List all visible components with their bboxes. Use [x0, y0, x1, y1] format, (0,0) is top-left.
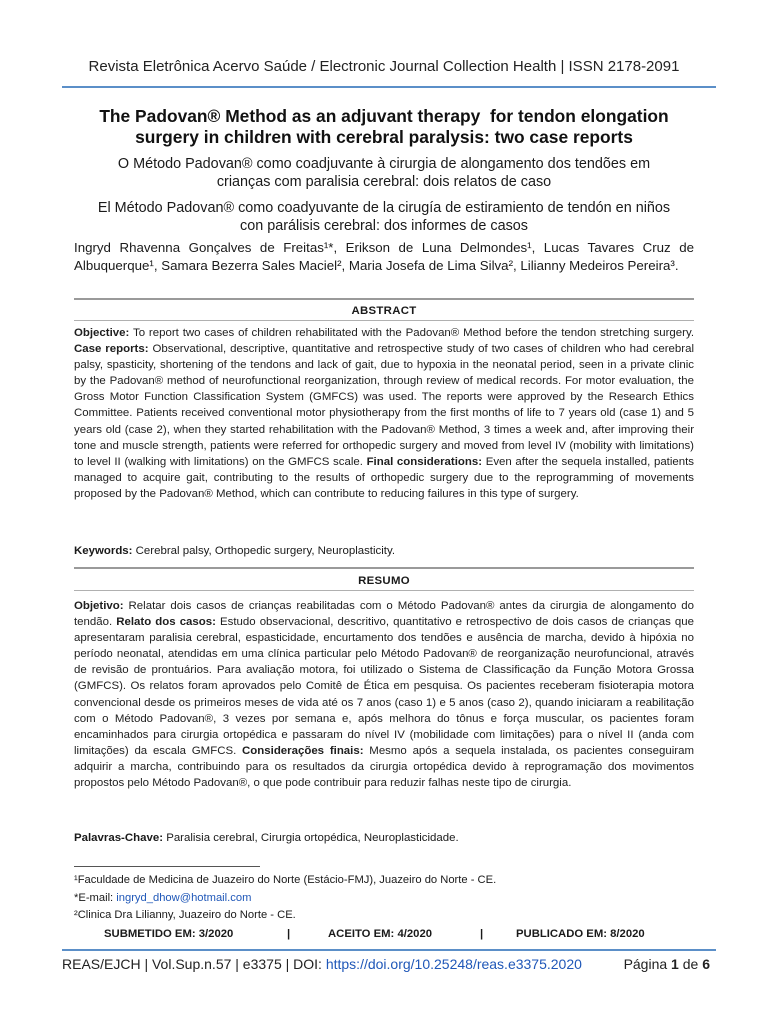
abstract-final-label: Final considerations: — [366, 455, 483, 468]
author-list: Ingryd Rhavenna Gonçalves de Freitas¹*, Erikson de Luna Delmondes¹, Lucas Tavares Cruz de Albuquerque¹, Samara Bezerra Sales Maciel², Maria Josefa de Lima Silva², Lilianny Medeiros Pereira³. — [74, 240, 694, 274]
keywords-text: Cerebral palsy, Orthopedic surgery, Neuroplasticity. — [132, 545, 396, 557]
footnote-rule — [74, 866, 260, 867]
palavras-chave-text: Paralisia cerebral, Cirurgia ortopédica, Neuroplasticidade. — [163, 832, 459, 844]
palavras-chave-label: Palavras-Chave: — [74, 832, 164, 844]
resumo-heading-rule — [74, 590, 694, 591]
resumo-objective-label: Objetivo: — [74, 600, 124, 612]
page-mid: de — [678, 956, 703, 972]
resumo-heading: RESUMO — [358, 575, 410, 587]
abstract-heading: ABSTRACT — [351, 305, 417, 317]
resumo-case-text: Estudo observacional, descritivo, quantitativo e retrospectivo de dois casos de crianças que apresentaram paralisia cerebral, espasticidade, encurtamento dos tendões e ausência de marcha, devido à hipóxia no período neonatal, atendidas em uma clínica particular pelo Método Padovan® de reorganização neurofuncional, através de revisão de prontuários. Para avaliação motora, foi utilizado o Sistema de Classificação da Função Motora Grossa (GMFCS). Os relatos foram aprovados pelo Comitê de Ética em pesquisa. Os pacientes receberam fisioterapia motora convencional desde os primeiros meses de vida até os 7 anos (caso 1) e 5 anos (caso 2), quando iniciaram a reabilitação com o Método Padovan®, 3 vezes por semana e, após melhora do tônus e força muscular, os pacientes foram encaminhados para cirurgia ortopédica e passaram do nível IV (mobilidade com limitações) para o nível II (anda com limitações) da escala GMFCS. — [74, 616, 695, 757]
abstract-final-text: Even after the sequela installed, patients managed to acquire gait, contributing to the results of orthopedic surgery due to the reprogramming of movements proposed by the Padovan® Method, which can contribute to reducing failures in this type of surgery. — [74, 455, 695, 500]
abstract-body — [74, 325, 694, 502]
page-current: 1 — [671, 956, 679, 972]
email-label: *E-mail: — [74, 891, 117, 904]
date-separator: | — [287, 928, 291, 940]
page-prefix: Página — [623, 956, 672, 972]
abstract-case-text: Observational, descriptive, quantitative and retrospective study of two cases of children who had cerebral palsy, spasticity, shortening of the tendons and lack of gait, due to hypoxia in the neonatal period, seen in a private clinic by the Padovan® method of neurofunctional reorganization, through review of medical records. For motor evaluation, the Gross Motor Function Classification System (GMFCS) was used. The reports were approved by the Research Ethics Committee. Patients received conventional motor physiotherapy from the first months of life to 7 years old (case 1) and 5 years old (case 2), when they started rehabilitation with the Padovan® Method, 3 times a week and, after improving their tone and muscle strength, patients were referred for orthopedic surgery and moved from level IV (mobility with limitations) to level II (walking with limitations) on the GMFCS scale. — [74, 343, 694, 468]
title-english-line-1: The Padovan® Method as an adjuvant therapy for tendon elongation — [99, 106, 669, 126]
footnote-email — [74, 890, 694, 908]
title-portuguese-line-2: crianças com paralisia cerebral: dois relatos de caso — [216, 174, 552, 190]
resumo-body — [74, 598, 694, 791]
published-date: PUBLICADO EM: 8/2020 — [516, 928, 645, 940]
title-portuguese-line-1: O Método Padovan® como coadjuvante à cirurgia de alongamento dos tendões em — [117, 156, 651, 172]
email-link[interactable]: ingryd_dhow@hotmail.com — [116, 891, 252, 904]
page-total: 6 — [702, 956, 710, 972]
footer-citation — [62, 956, 582, 972]
abstract-objective-text: To report two cases of children rehabilitated with the Padovan® Method before the tendon stretching surgery. — [129, 327, 694, 339]
header-rule — [62, 86, 716, 88]
title-spanish — [70, 199, 698, 235]
abstract-heading-rule — [74, 320, 694, 321]
abstract-objective-label: Objective: — [74, 327, 130, 339]
date-separator: | — [480, 928, 484, 940]
title-spanish-line-1: El Método Padovan® como coadyuvante de la cirugía de estiramiento de tendón en niños — [97, 200, 671, 216]
abstract-top-rule — [74, 298, 694, 300]
abstract-keywords — [74, 543, 694, 559]
accepted-date: ACEITO EM: 4/2020 — [328, 928, 433, 940]
page-number — [624, 956, 710, 972]
title-portuguese — [70, 155, 698, 191]
title-english-line-2: surgery in children with cerebral paralysis: two case reports — [135, 127, 633, 147]
resumo-final-text: Mesmo após a sequela instalada, os pacientes conseguiram adquirir a marcha, contribuindo para os resultados da cirurgia ortopédica devido à reprogramação dos movimentos propostos pelo Método Padovan®, o que pode contribuir para reduzir falhas neste tipo de cirurgia. — [74, 744, 694, 790]
resumo-objective-text: Relatar dois casos de crianças reabilitadas com o Método Padovan® antes da cirurgia de alongamento do tendão. — [74, 600, 694, 629]
doi-link[interactable]: https://doi.org/10.25248/reas.e3375.2020 — [325, 956, 582, 972]
footnotes — [74, 872, 694, 925]
journal-header: Revista Eletrônica Acervo Saúde / Electronic Journal Collection Health | ISSN 2178-2091 — [88, 58, 680, 75]
submitted-date: SUBMETIDO EM: 3/2020 — [104, 928, 234, 940]
resumo-top-rule — [74, 567, 694, 569]
citation-text: REAS/EJCH | Vol.Sup.n.57 | e3375 | DOI: — [62, 956, 326, 972]
resumo-case-label: Relato dos casos: — [116, 616, 216, 629]
resumo-final-label: Considerações finais: — [242, 744, 364, 757]
title-english — [70, 106, 698, 148]
footnote-affiliation-2: ²Clinica Dra Lilianny, Juazeiro do Norte - CE. — [74, 909, 296, 922]
footnote-affiliation-1: ¹Faculdade de Medicina de Juazeiro do Norte (Estácio-FMJ), Juazeiro do Norte - CE. — [74, 874, 497, 886]
resumo-keywords — [74, 830, 694, 846]
abstract-case-label: Case reports: — [74, 343, 149, 356]
keywords-label: Keywords: — [74, 545, 133, 557]
footer-rule — [62, 949, 716, 951]
title-spanish-line-2: con parálisis cerebral: dos informes de casos — [240, 218, 528, 234]
